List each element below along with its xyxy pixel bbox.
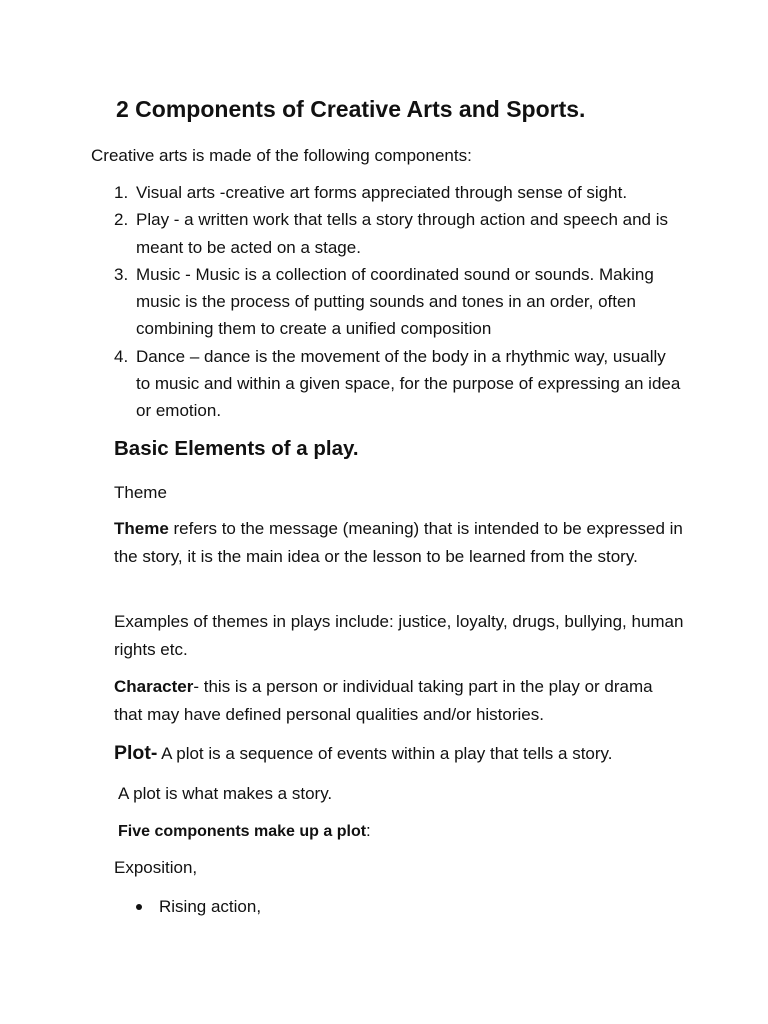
list-item-text: Music - Music is a collection of coordinated sound or sounds. Making music is the process of putting sounds and tones in an order, often combining them to create a unified composition	[136, 264, 654, 339]
five-components-line	[118, 817, 371, 846]
theme-term: Theme	[114, 519, 169, 538]
five-components-colon: :	[366, 821, 371, 840]
page-title: 2 Components of Creative Arts and Sports.	[116, 96, 586, 122]
list-number: 4.	[114, 346, 129, 366]
list-item	[114, 343, 684, 425]
list-item-text: Play - a written work that tells a story through action and speech and is meant to be acted on a stage.	[136, 210, 668, 257]
list-item-text: Dance – dance is the movement of the body in a rhythmic way, usually to music and within a given space, for the purpose of expressing an idea or emotion.	[136, 346, 681, 421]
elements-heading: Basic Elements of a play.	[114, 437, 359, 460]
five-components-bold: Five components make up a plot	[118, 823, 367, 840]
character-definition-text: - this is a person or individual taking part in the play or drama that may have defined personal qualities and/or histories.	[114, 677, 653, 724]
plot-definition	[114, 740, 714, 768]
character-definition	[114, 673, 684, 728]
list-number: 3.	[114, 264, 129, 284]
list-number: 2.	[114, 210, 129, 230]
plot-definition-text: A plot is a sequence of events within a play that tells a story.	[157, 744, 613, 763]
plot-what-paragraph: A plot is what makes a story.	[118, 784, 333, 803]
components-list	[114, 179, 684, 425]
character-term: Character	[114, 677, 194, 696]
theme-label: Theme	[114, 483, 167, 502]
bullet-icon	[136, 904, 142, 910]
plot-term: Plot-	[114, 742, 158, 764]
intro-paragraph: Creative arts is made of the following components:	[91, 146, 472, 165]
list-item-text: Visual arts -creative art forms appreciated through sense of sight.	[136, 183, 628, 202]
list-item	[136, 893, 261, 921]
list-number: 1.	[114, 183, 129, 202]
list-item	[114, 179, 684, 206]
list-item	[114, 206, 684, 261]
theme-definition-text: refers to the message (meaning) that is intended to be expressed in the story, it is the main idea or the lesson to be learned from the story.	[114, 519, 683, 566]
exposition-line: Exposition,	[114, 858, 198, 877]
theme-definition	[114, 515, 684, 570]
plot-parts-list	[136, 893, 261, 921]
list-item-text: Rising action,	[159, 897, 262, 916]
list-item	[114, 261, 684, 343]
theme-examples: Examples of themes in plays include: justice, loyalty, drugs, bullying, human rights etc.	[114, 612, 684, 659]
